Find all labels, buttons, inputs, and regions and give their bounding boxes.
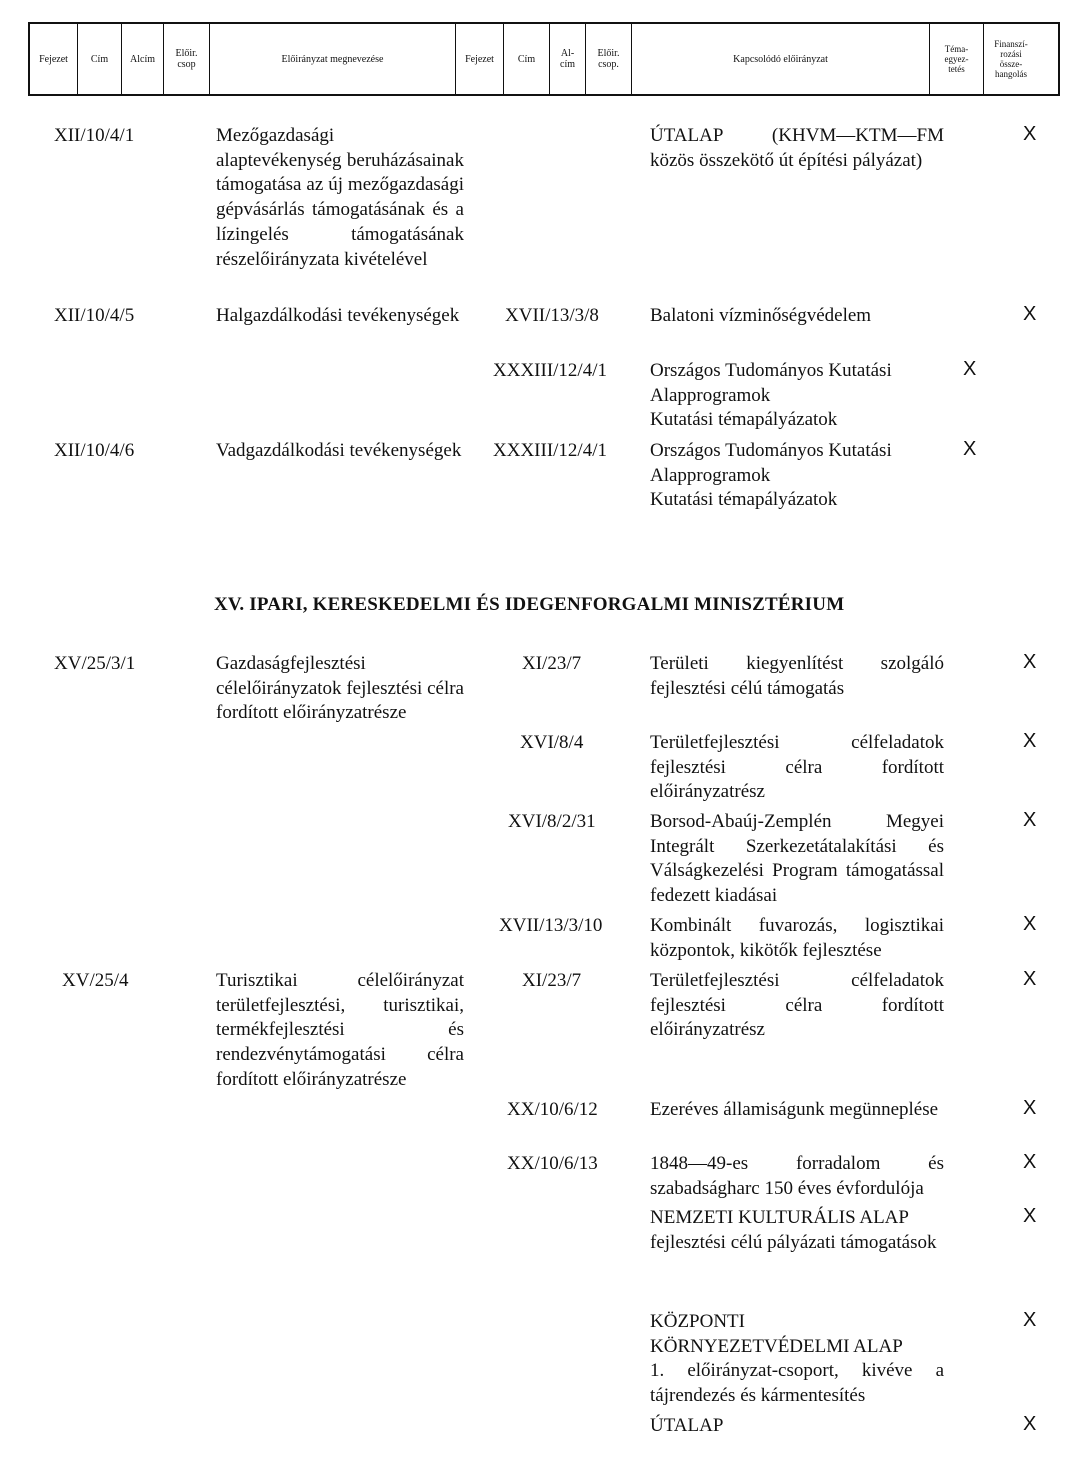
finanszirozasi-mark: X [1023,968,1037,990]
row-related-code: XVII/13/3/8 [505,305,599,326]
finanszirozasi-mark: X [1023,1205,1037,1227]
finanszirozasi-mark: X [1023,1151,1037,1173]
row-related-code: XX/10/6/13 [507,1153,598,1174]
header-temaegyeztetes: Téma- egyez- tetés [930,24,984,94]
row-related-name: ÚTALAP (KHVM—KTM—FM közös összekötő út építési pályázat) [650,125,944,171]
row-related-name: Országos Tudományos Kutatási Alapprogramok Kutatási témapályázatok [650,440,892,511]
row-related-name: 1848—49-es forradalom és szabadságharc 150 éves évfordulója [650,1153,944,1199]
finanszirozasi-mark: X [1023,730,1037,752]
header-fejezet-2: Fejezet [456,24,504,94]
header-megnevezes: Előirányzat megnevezése [210,24,456,94]
row-related-name: Kombinált fuvarozás, logisztikai központok, kikötők fejlesztése [650,915,944,961]
row-name: Mezőgazdasági alaptevékenység beruházásainak támogatása az új mezőgazdasági gépvásárlás támogatásának és a lízingelés támogatásának részelőirányzata kivételével [216,125,464,270]
row-code: XV/25/4 [62,970,129,991]
finanszirozasi-mark: X [1023,1413,1037,1435]
header-eloir-csop-2: Előir. csop. [586,24,632,94]
finanszirozasi-mark: X [1023,913,1037,935]
row-related-name: Ezeréves államiságunk megünneplése [650,1099,939,1120]
finanszirozasi-mark: X [1023,1097,1037,1119]
row-related-code: XVI/8/4 [520,732,584,753]
header-alcim-2: Al- cím [550,24,586,94]
finanszirozasi-mark: X [1023,1309,1037,1331]
row-related-name: Országos Tudományos Kutatási Alapprogramok Kutatási témapályázatok [650,360,892,431]
header-finanszirozasi: Finanszí- rozási össze- hangolás [994,39,1028,79]
row-name: Vadgazdálkodási tevékenységek [216,440,462,461]
row-name: Turisztikai célelőirányzat területfejlesztési, turisztikai, termékfejlesztési és rendezvénytámogatási célra fordított előirányzatrésze [216,970,464,1090]
row-related-name: Területfejlesztési célfeladatok fejlesztési célra fordított előirányzatrész [650,970,944,1041]
header-eloir-csop: Előir. csop [164,24,210,94]
row-code: XII/10/4/5 [54,305,135,326]
row-related-name: Területi kiegyenlítést szolgáló fejlesztési célú támogatás [650,653,944,699]
column-header-row [28,22,1060,96]
header-kapcsolodo: Kapcsolódó előirányzat [632,24,930,94]
header-cim-2: Cím [504,24,550,94]
temaegyeztetes-mark: X [963,358,977,380]
row-related-name: NEMZETI KULTURÁLIS ALAP fejlesztési célú pályázati támogatások [650,1207,937,1253]
row-code: XII/10/4/1 [54,125,135,146]
row-name: Gazdaságfejlesztési célelőirányzatok fejlesztési célra fordított előirányzatrésze [216,653,464,724]
header-alcim: Alcím [122,24,164,94]
section-title: XV. IPARI, KERESKEDELMI ÉS IDEGENFORGALMI MINISZTÉRIUM [214,594,845,615]
header-fejezet: Fejezet [30,24,78,94]
finanszirozasi-mark: X [1023,651,1037,673]
row-related-code: XI/23/7 [522,653,582,674]
row-related-name: Balatoni vízminőségvédelem [650,305,872,326]
row-related-code: XXXIII/12/4/1 [493,440,607,461]
row-related-name: ÚTALAP [650,1415,724,1436]
row-code: XII/10/4/6 [54,440,135,461]
row-related-code: XVII/13/3/10 [499,915,603,936]
row-related-code: XX/10/6/12 [507,1099,598,1120]
row-related-name: Területfejlesztési célfeladatok fejlesztési célra fordított előirányzatrész [650,732,944,803]
row-related-code: XI/23/7 [522,970,582,991]
row-related-code: XVI/8/2/31 [508,811,596,832]
finanszirozasi-mark: X [1023,303,1037,325]
row-name: Halgazdálkodási tevékenységek [216,305,460,326]
temaegyeztetes-mark: X [963,438,977,460]
finanszirozasi-mark: X [1023,123,1037,145]
row-related-name: KÖZPONTI KÖRNYEZETVÉDELMI ALAP 1. előirányzat-csoport, kivéve a tájrendezés és kármentesítés [650,1311,944,1407]
row-code: XV/25/3/1 [54,653,136,674]
row-related-name: Borsod-Abaúj-Zemplén Megyei Integrált Szerkezetátalakítási és Válságkezelési Program támogatással fedezett kiadásai [650,811,944,907]
finanszirozasi-mark: X [1023,809,1037,831]
row-related-code: XXXIII/12/4/1 [493,360,607,381]
header-cim: Cím [78,24,122,94]
